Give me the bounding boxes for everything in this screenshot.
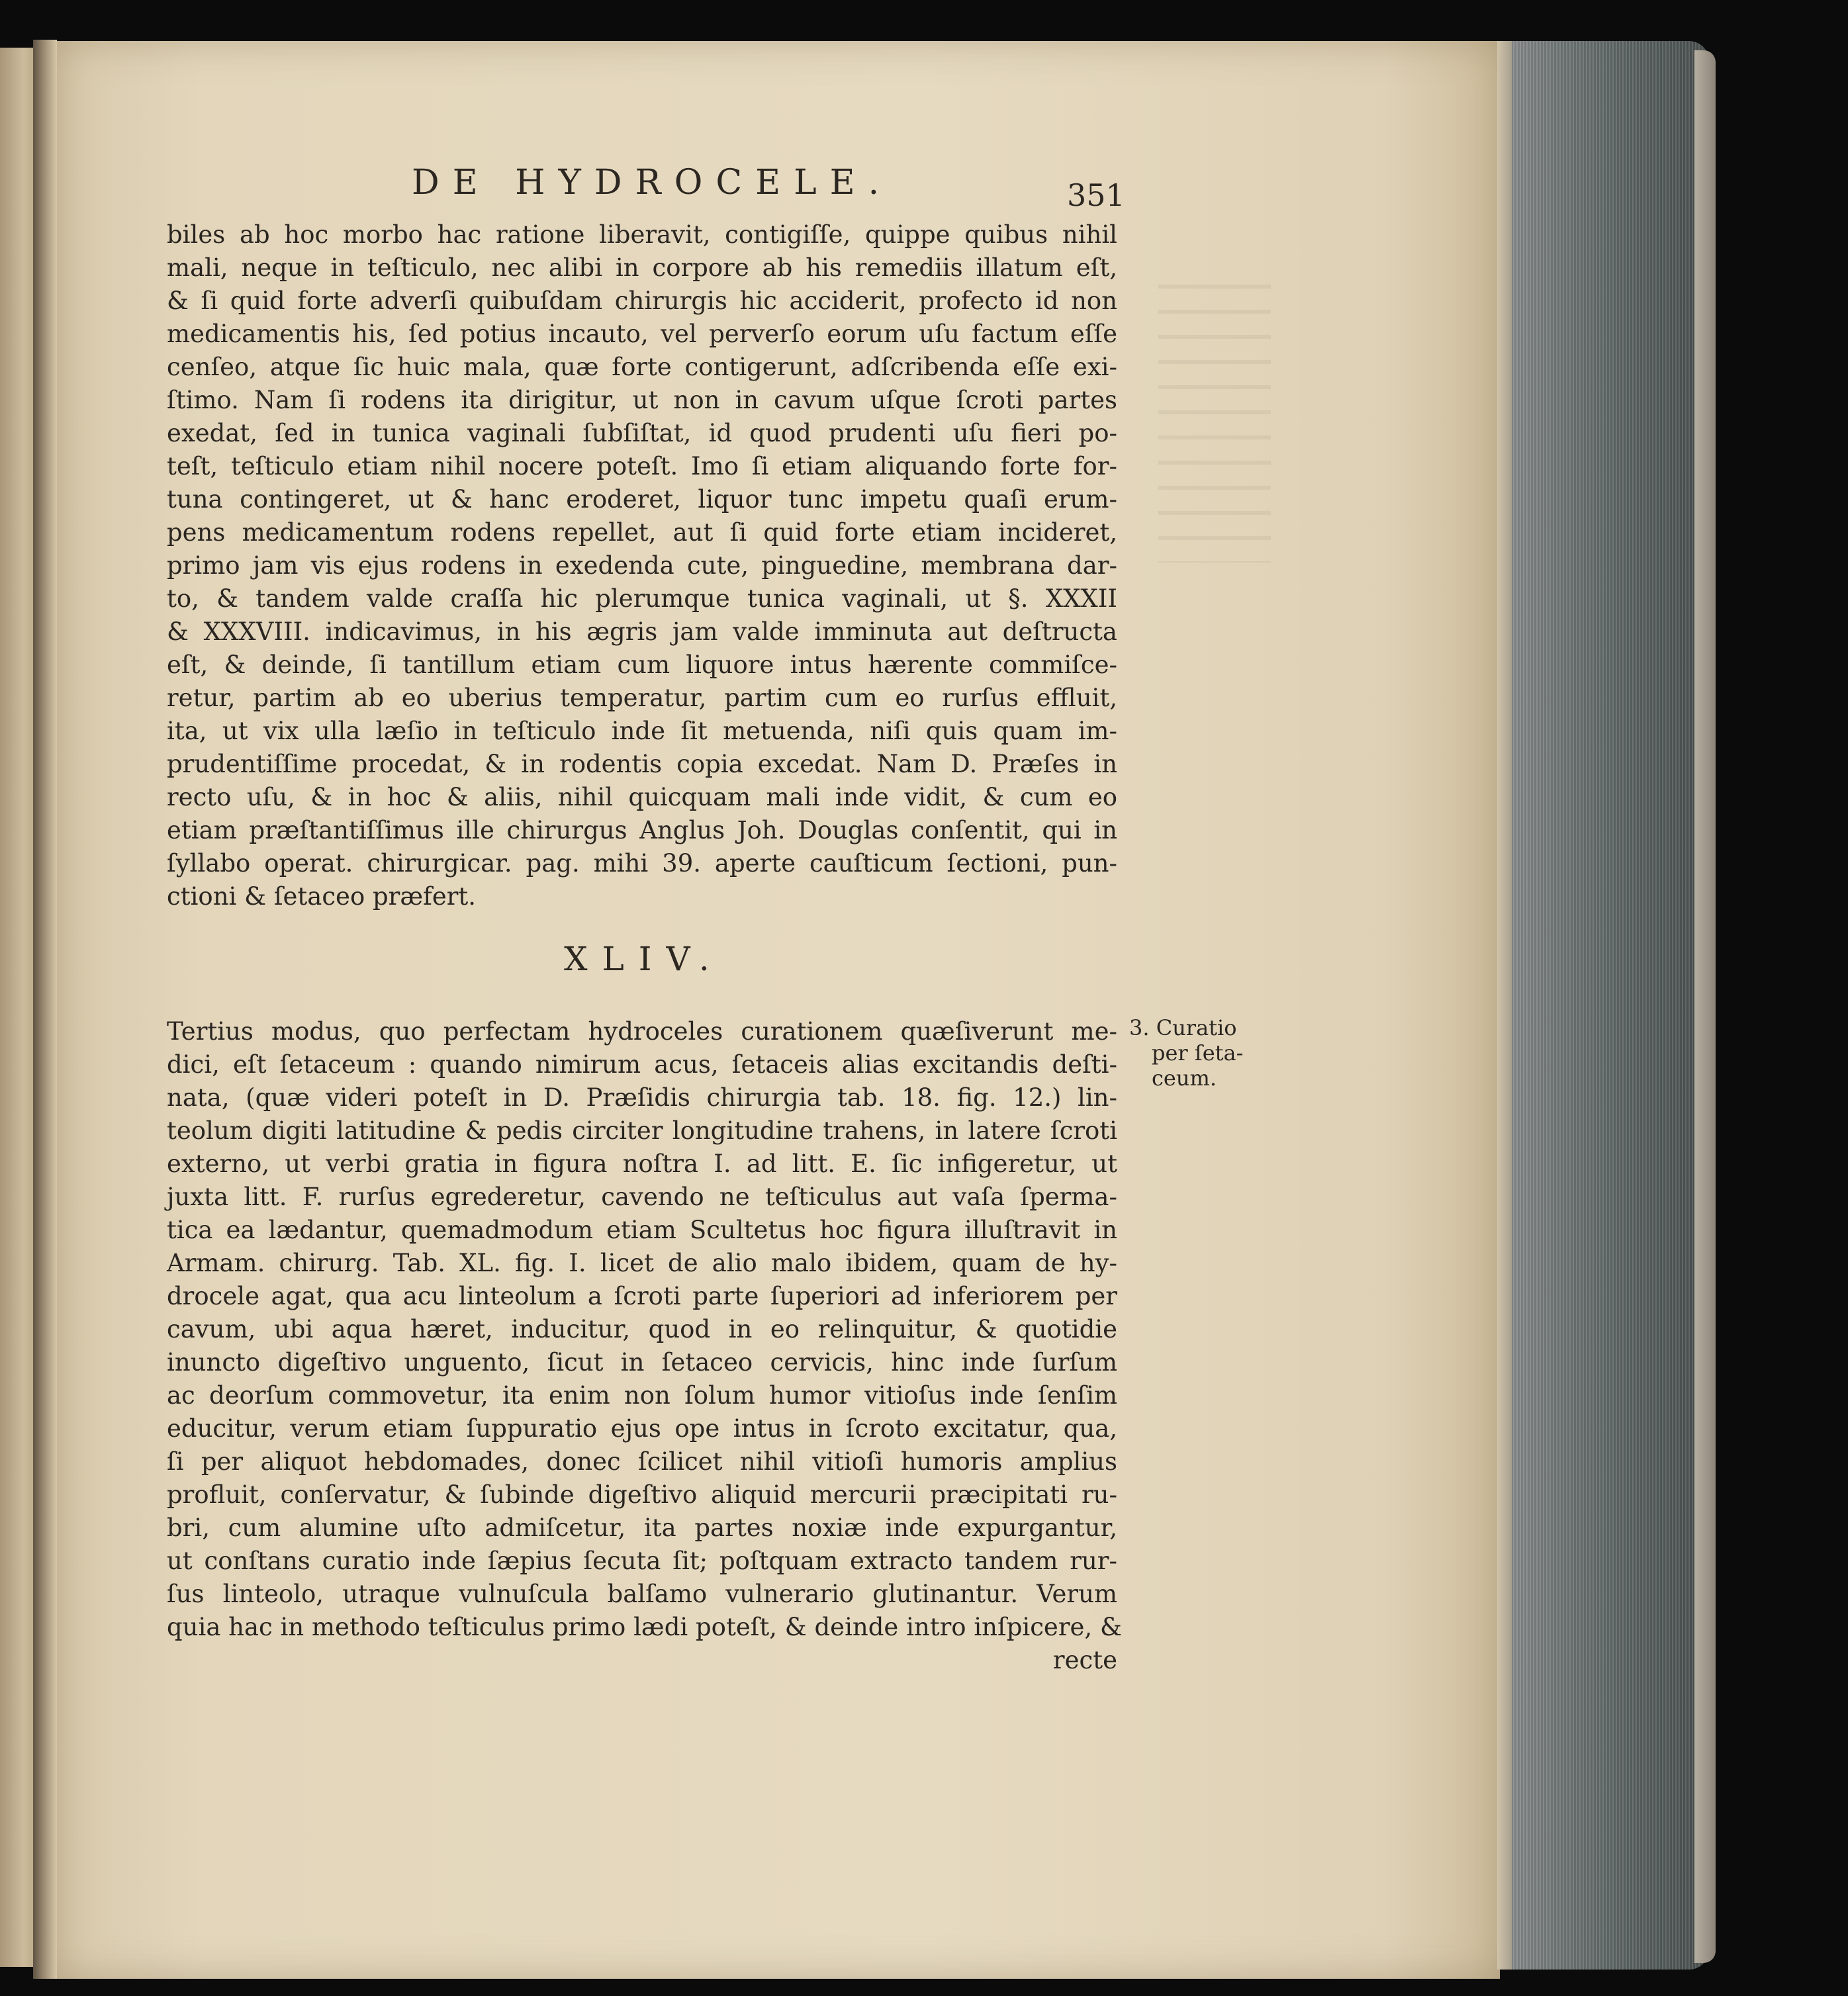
marginal-note-line: ceum. [1152,1066,1217,1091]
text-line: teſt, teſticulo etiam nihil nocere poteſt. Imo ſi etiam aliquando forte for- [167,452,1117,480]
text-line: inuncto digeſtivo unguento, ſicut in ſetaceo cervicis, hinc inde ſurſum [167,1348,1117,1377]
running-title: DE HYDROCELE. [412,163,893,203]
catchword: recte [1052,1646,1117,1674]
marginal-note-line: 3. Curatio [1129,1015,1237,1040]
show-through-marks [1158,285,1271,563]
text-line: medicamentis his, ſed potius incauto, vel perverſo eorum uſu factum eſſe [167,320,1117,348]
text-line: pens medicamentum rodens repellet, aut ſi quid forte etiam incideret, [167,518,1117,547]
marginal-note-line: per ſeta- [1152,1040,1244,1066]
text-line: Tertius modus, quo perfectam hydroceles curationem quæſiverunt me- [167,1017,1117,1046]
page-edge [1497,41,1512,1970]
text-line: ac deorſum commovetur, ita enim non ſolum humor vitioſus inde ſenſim [167,1381,1117,1410]
text-line: to, & tandem valde craſſa hic plerumque tunica vaginali, ut §. XXXII [167,584,1117,613]
text-line: ſtimo. Nam ſi rodens ita dirigitur, ut non in cavum uſque ſcroti partes [167,386,1117,414]
text-line: exedat, ſed in tunica vaginali ſubſiſtat, id quod prudenti uſu fieri po- [167,419,1117,447]
catchword-block [167,1644,1117,1677]
text-line: ctioni & ſetaceo præfert. [167,882,477,911]
text-line: & ſi quid forte adverſi quibuſdam chirurgis hic acciderit, profecto id non [167,287,1117,315]
text-line: quia hac in methodo teſticulus primo lædi poteſt, & deinde intro inſpicere, & [167,1613,1122,1641]
text-line: recto uſu, & in hoc & aliis, nihil quicquam mali inde vidit, & cum eo [167,783,1117,811]
text-line: drocele agat, qua acu linteolum a ſcroti parte ſuperiori ad inferiorem per [167,1282,1117,1310]
text-line: juxta litt. F. rurſus egrederetur, cavendo ne teſticulus aut vaſa ſperma- [167,1183,1117,1211]
text-line: tica ea lædantur, quemadmodum etiam Scultetus hoc figura illuſtravit in [167,1216,1117,1244]
text-line: cenſeo, atque ſic huic mala, quæ forte contigerunt, adſcribenda eſſe exi- [167,353,1117,381]
text-line: externo, ut verbi gratia in figura noſtra I. ad litt. E. ſic infigeretur, ut [167,1150,1117,1178]
facing-page-edge [0,48,33,1967]
text-line: etiam præſtantiſſimus ille chirurgus Anglus Joh. Douglas conſentit, qui in [167,816,1117,844]
text-line: profluit, conſervatur, & ſubinde digeſtivo aliquid mercurii præcipitati ru- [167,1480,1117,1509]
text-line: ita, ut vix ulla læſio in teſticulo inde ſit metuenda, niſi quis quam im- [167,717,1117,745]
text-line: ut conſtans curatio inde ſæpius ſecuta ſit; poſtquam extracto tandem rur- [167,1547,1117,1575]
cover-edge [1694,50,1716,1963]
text-line: & XXXVIII. indicavimus, in his ægris jam valde imminuta aut deſtructa [167,617,1117,646]
text-line: bri, cum alumine uſto admiſcetur, ita partes noxiæ inde expurgantur, [167,1514,1117,1542]
book-gutter [33,40,57,1979]
text-line: eſt, & deinde, ſi tantillum etiam cum liquore intus hærente commiſce- [167,651,1117,679]
text-line: mali, neque in teſticulo, nec alibi in corpore ab his remediis illatum eſt, [167,253,1117,282]
text-line: primo jam vis ejus rodens in exedenda cute, pinguedine, membrana dar- [167,551,1117,580]
fore-edge [1500,41,1709,1970]
page-number: 351 [1067,177,1125,213]
text-line: prudentiſſime procedat, & in rodentis copia excedat. Nam D. Præſes in [167,750,1117,778]
paragraph-1 [167,218,1117,913]
marginal-note [1129,1015,1244,1091]
section-heading: XLIV. [564,940,724,978]
text-line: cavum, ubi aqua hæret, inducitur, quod in eo relinquitur, & quotidie [167,1315,1117,1343]
text-line: retur, partim ab eo uberius temperatur, partim cum eo rurſus effluit, [167,684,1117,712]
text-line: ſi per aliquot hebdomades, donec ſcilicet nihil vitioſi humoris amplius [167,1447,1117,1476]
text-line: biles ab hoc morbo hac ratione liberavit, contigiſſe, quippe quibus nihil [167,220,1117,249]
text-line: teolum digiti latitudine & pedis circiter longitudine trahens, in latere ſcroti [167,1116,1117,1145]
text-line: educitur, verum etiam ſuppuratio ejus ope intus in ſcroto excitatur, qua, [167,1414,1117,1443]
text-line: ſus linteolo, utraque vulnuſcula balſamo vulnerario glutinantur. Verum [167,1580,1117,1608]
text-line: Armam. chirurg. Tab. XL. fig. I. licet de alio malo ibidem, quam de hy- [167,1249,1117,1277]
text-line: nata, (quæ videri poteſt in D. Præſidis chirurgia tab. 18. fig. 12.) lin- [167,1083,1117,1112]
text-line: dici, eſt ſetaceum : quando nimirum acus, ſetaceis alias excitandis deſti- [167,1050,1117,1079]
text-line: tuna contingeret, ut & hanc eroderet, liquor tunc impetu quaſi erum- [167,485,1117,514]
paragraph-2 [167,1015,1122,1644]
text-line: ſyllabo operat. chirurgicar. pag. mihi 39. aperte cauſticum ſectioni, pun- [167,849,1117,878]
